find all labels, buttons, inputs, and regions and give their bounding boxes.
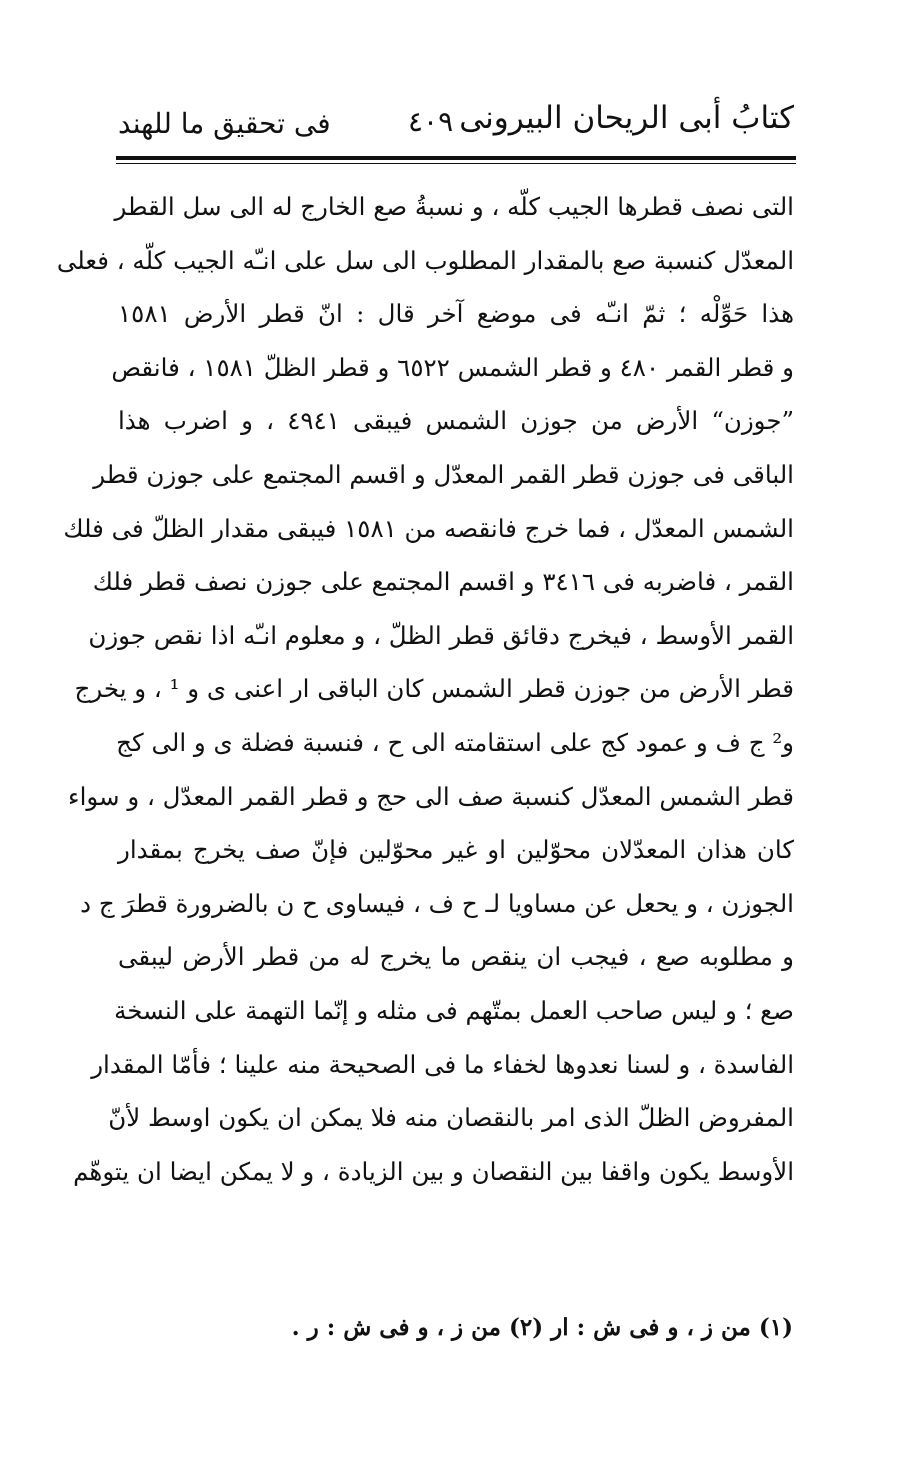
main-text [56,180,795,1198]
text-line: قطر الأرض من جوزن قطر الشمس كان الباقى ار اعنى ى و ¹ ، و يخرج [74,674,794,704]
page-number: ٤٠٩ [408,105,454,138]
text-line: الباقى فى جوزن قطر القمر المعدّل و اقسم المجتمع على جوزن قطر [93,459,794,489]
text-line: القمر الأوسط ، فيخرج دقائق قطر الظلّ ، و معلوم انـّه اذا نقص جوزن [88,620,794,650]
running-header [118,98,794,150]
text-line: المفروض الظلّ الذى امر بالنقصان منه فلا يمكن ان يكون اوسط لأنّ [108,1103,794,1133]
text-line: الجوزن ، و يحعل عن مساويا لـ ح ف ، فيساوى ح ن بالضرورة قطرَ ج د [80,888,794,918]
text-line: الفاسدة ، و لسنا نعدوها لخفاء ما فى الصحيحة منه علينا ؛ فأمّا المقدار [91,1049,794,1079]
text-line: التى نصف قطرها الجيب كلّه ، و نسبةُ صع الخارج له الى سل القطر [114,192,794,221]
footnote: (١) من ز ، و فى ش : ار (٢) من ز ، و فى ش : ر . [291,1314,793,1341]
text-line: هذا حَوِّلْه ؛ ثمّ انـّه فى موضع آخر قال : انّ قطر الأرض ١٥٨١ [118,299,794,329]
text-line: الشمس المعدّل ، فما خرج فانقصه من ١٥٨١ فيبقى مقدار الظلّ فى فلك [63,513,794,543]
header-rule-thick [116,156,796,160]
text-line: قطر الشمس المعدّل كنسبة صف الى حج و قطر القمر المعدّل ، و سواء [68,781,794,811]
text-line: و² ج ف و عمود كج على استقامته الى ح ، فنسبة فضلة ى و الى كج [116,727,794,757]
text-line: كان هذان المعدّلان محوّلين او غير محوّلين فإنّ صف يخرج بمقدار [118,835,794,865]
header-rule-thin [116,163,796,164]
text-line: صع ؛ و ليس صاحب العمل بمتّهم فى مثله و إنّما التهمة على النسخة [114,995,794,1025]
text-line: و مطلوبه صع ، فيجب ان ينقص ما يخرج له من قطر الأرض ليبقى [118,942,794,972]
text-line: الأوسط يكون واقفا بين النقصان و بين الزيادة ، و لا يمكن ايضا ان يتوهّم [73,1156,794,1186]
text-line: ”جوزن“ الأرض من جوزن الشمس فيبقى ٤٩٤١ ، و اضرب هذا [118,406,795,436]
text-line: و قطر القمر ٤٨٠ و قطر الشمس ٦٥٢٢ و قطر الظلّ ١٥٨١ ، فانقص [111,352,794,382]
text-line: المعدّل كنسبة صع بالمقدار المطلوب الى سل على انـّه الجيب كلّه ، فعلى [56,245,794,275]
book-title: كتابُ أبى الريحان البيرونى [459,100,794,136]
book-subject: فى تحقيق ما للهند [118,107,331,140]
text-line: القمر ، فاضربه فى ٣٤١٦ و اقسم المجتمع على جوزن نصف قطر فلك [92,567,794,597]
